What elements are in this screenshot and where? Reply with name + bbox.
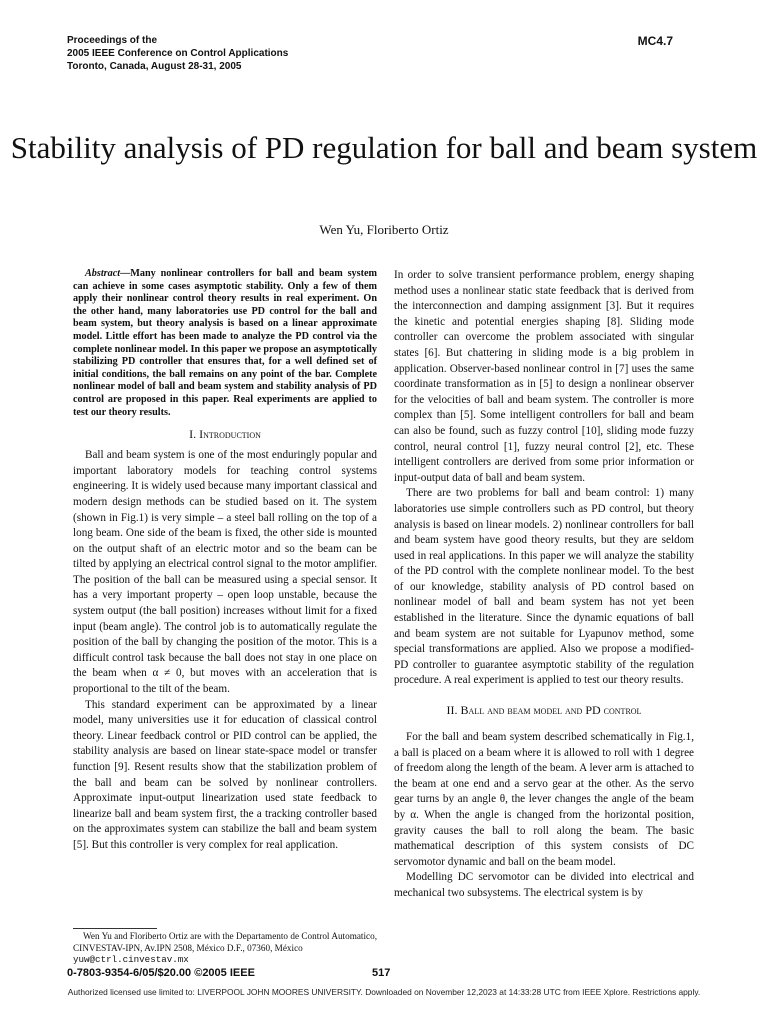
paper-authors: Wen Yu, Floriberto Ortiz bbox=[319, 222, 449, 237]
section-2-heading bbox=[394, 703, 694, 718]
paragraph: Ball and beam system is one of the most enduringly popular and important laboratory models for teaching control systems engineering. It is widely used because many important classical and modern design methods can be studied based on it. The system (shown in Fig.1) is very simple – a steel ball rolling on the top of a long beam. One side of the beam is fixed, the other side is mounted on the output shaft of an electric motor and so the beam can be tilted by applying an electrical control signal to the motor amplifier. The position of the ball can be measured using a special sensor. It has a very important property – open loop unstable, because the system output (the ball position) increases without limit for a fixed input (beam angle). The control job is to automatically regulate the position of the ball by changing the position of the motor. This is a difficult control task because the ball does not stay in one place on the beam when α ≠ 0, but moves with an acceleration that is proportional to the tilt of the beam. bbox=[73, 449, 377, 696]
page-number: 517 bbox=[372, 967, 391, 979]
footnote-text: Wen Yu and Floriberto Ortiz are with the Departamento de Control Automatico, CINVESTAV-IPN, Av.IPN 2508, México D.F., 07360, México bbox=[73, 931, 377, 953]
proceedings-header bbox=[67, 34, 288, 73]
paragraph: This standard experiment can be approximated by a linear model, many universities use it for education of classical control theory. Linear feedback control or PID control can be applied, the stability analysis are based on linear state-space model or transfer function [9]. Resent results show that the stabilization problem of the ball and beam can be solved by nonlinear controllers. Approximate input-output linearization used state feedback to linearize ball and beam system first, the a tracking controller based on the approximates system can stabilize the ball and beam system [5]. But this controller is very complex for real application. bbox=[73, 698, 377, 851]
proceedings-line: 2005 IEEE Conference on Control Applications bbox=[67, 48, 289, 59]
section-1-heading bbox=[73, 427, 377, 442]
paragraph: There are two problems for ball and beam control: 1) many laboratories use simple controllers such as PD control, but theory analysis is based on linear models. 2) nonlinear controllers for ball and beam system have good theory results, but they are seldom used in real applications. In this paper we will analyze the stability of the PD control with the complete nonlinear model. To the best of our knowledge, stability analysis of PD control based on nonlinear model of ball and beam system has not yet been established in the literature. Since the dynamic equations of ball and beam system are not suitable for Lyapunov method, some special transformations are applied. Also we propose a modified-PD controller to guarantee asymptotic stability of the regulation procedure. A real experiment is applied to test our theory results. bbox=[394, 487, 694, 687]
paper-title: Stability analysis of PD regulation for ball and beam system bbox=[10, 130, 758, 165]
footnote-rule bbox=[73, 928, 157, 929]
proceedings-line: Toronto, Canada, August 28-31, 2005 bbox=[67, 61, 242, 72]
left-column bbox=[73, 268, 377, 854]
isbn-line: 0-7803-9354-6/05/$20.00 ©2005 IEEE bbox=[67, 967, 255, 979]
footnote bbox=[73, 931, 377, 966]
paragraph: In order to solve transient performance problem, energy shaping method uses a nonlinear static state feedback that is derived from the interconnection and damping assignment [3]. But it requires the kinetic and potential energies shaping [8]. Sliding mode controller can overcome the problem associated with singular states [6]. But chattering in sliding mode is a big problem in application. Observer-based nonlinear control in [7] uses the same coordinate transformation as in [5] to design a nonlinear observer for the velocities of ball and beam system. The controller is more complex than [5]. Some intelligent controllers for ball and beam can also be found, such as fuzzy control [10], sliding mode fuzzy control, neural control [1], fuzzy neural control [2], etc. These intelligent controllers are derived from some prior information or input-output data of ball and beam system. bbox=[394, 269, 694, 484]
paragraph: Modelling DC servomotor can be divided into electrical and mechanical two subsystems. The electrical system is by bbox=[394, 871, 694, 899]
abstract-text: —Many nonlinear controllers for ball and beam system can achieve in some cases asymptotic stability. Only a few of them apply their nonlinear control theory results in real experiment. On the other hand, many laboratories use PD control for the ball and beam system, but theory analysis is based on a linear approximate model. Little effort has been made to analyze the PD control via the complete nonlinear model. In this paper we propose an asymptotically stabilizing PD controller that ensures that, for a well defined set of initial conditions, the ball remains on any point of the bar. Complete nonlinear model of ball and beam system and stability analysis of PD control are proposed in this paper. Real experiments are applied to test our theory results. bbox=[73, 268, 377, 418]
paragraph: For the ball and beam system described schematically in Fig.1, a ball is placed on a beam where it is allowed to roll with 1 degree of freedom along the length of the beam. A lever arm is attached to the beam at one end and a servo gear at the other. As the servo gear turns by an angle θ, the lever changes the angle of the beam by α. When the angle is changed from the horizontal position, gravity causes the ball to roll along the beam. The basic mathematical description of this system consists of DC servomotor dynamic and ball on the beam model. bbox=[394, 731, 694, 868]
license-notice: Authorized licensed use limited to: LIVERPOOL JOHN MOORES UNIVERSITY. Downloaded on November 12,2023 at 14:33:28 UTC from IEEE Xplore. Restrictions apply. bbox=[67, 987, 701, 997]
right-column bbox=[394, 268, 694, 902]
section-title: Introduction bbox=[199, 427, 261, 442]
footnote-email: yuw@ctrl.cinvestav.mx bbox=[73, 954, 189, 966]
section-title: Ball and beam model and PD control bbox=[460, 703, 642, 718]
section-number: II. bbox=[446, 703, 458, 718]
session-code: MC4.7 bbox=[637, 34, 673, 48]
proceedings-line: Proceedings of the bbox=[67, 35, 158, 46]
abstract-label: Abstract bbox=[85, 268, 121, 279]
abstract bbox=[73, 268, 377, 419]
section-number: I. bbox=[189, 427, 197, 442]
